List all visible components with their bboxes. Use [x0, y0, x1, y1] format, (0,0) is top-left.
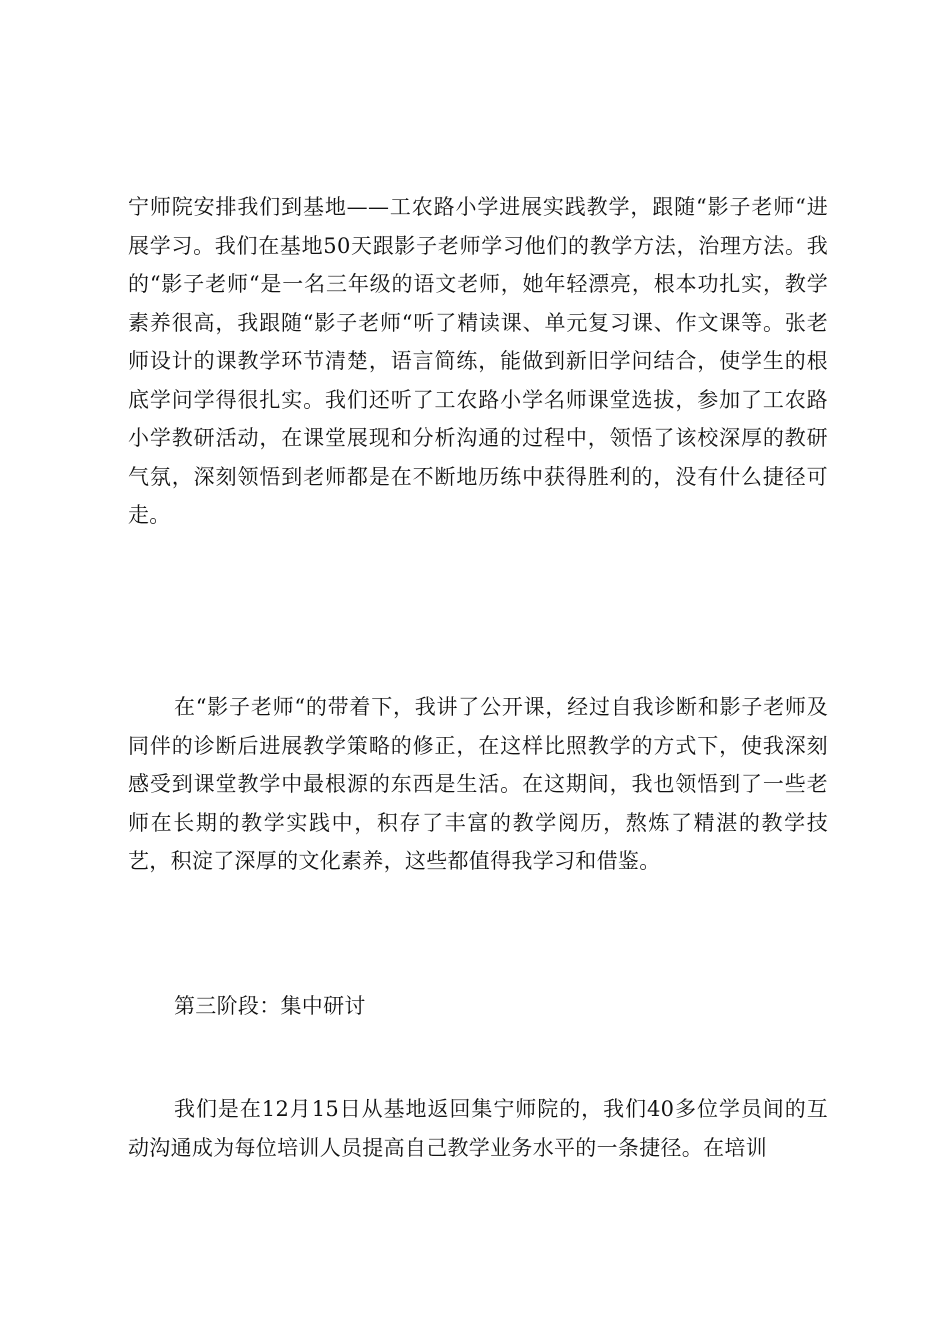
paragraph-open-class: 在“影子老师“的带着下，我讲了公开课，经过自我诊断和影子老师及同伴的诊断后进展教学策略的修正，在这样比照教学的方式下，使我深刻感受到课堂教学中最根源的东西是生活。在这期间，我也领悟到了一些老师在长期的教学实践中，积存了丰富的教学阅历，熬炼了精湛的教学技艺，积淀了深厚的文化素养，这些都值得我学习和借鉴。: [128, 695, 828, 873]
section-heading-stage-three: 第三阶段：集中研讨: [174, 994, 366, 1018]
paragraph-concentrated-discussion: 我们是在12月15日从基地返回集宁师院的，我们40多位学员间的互动沟通成为每位培训人员提高自己教学业务水平的一条捷径。在培训: [128, 1097, 828, 1160]
paragraph-practice-teaching: 宁师院安排我们到基地——工农路小学进展实践教学，跟随“影子老师“进展学习。我们在基地50天跟影子老师学习他们的教学方法，治理方法。我的“影子老师“是一名三年级的语文老师，她年轻漂亮，根本功扎实，教学素养很高，我跟随“影子老师“听了精读课、单元复习课、作文课等。张老师设计的课教学环节清楚，语言简练，能做到新旧学问结合，使学生的根底学问学得很扎实。我们还听了工农路小学名师课堂选拔，参加了工农路小学教研活动，在课堂展现和分析沟通的过程中，领悟了该校深厚的教研气氛，深刻领悟到老师都是在不断地历练中获得胜利的，没有什么捷径可走。: [128, 195, 828, 527]
